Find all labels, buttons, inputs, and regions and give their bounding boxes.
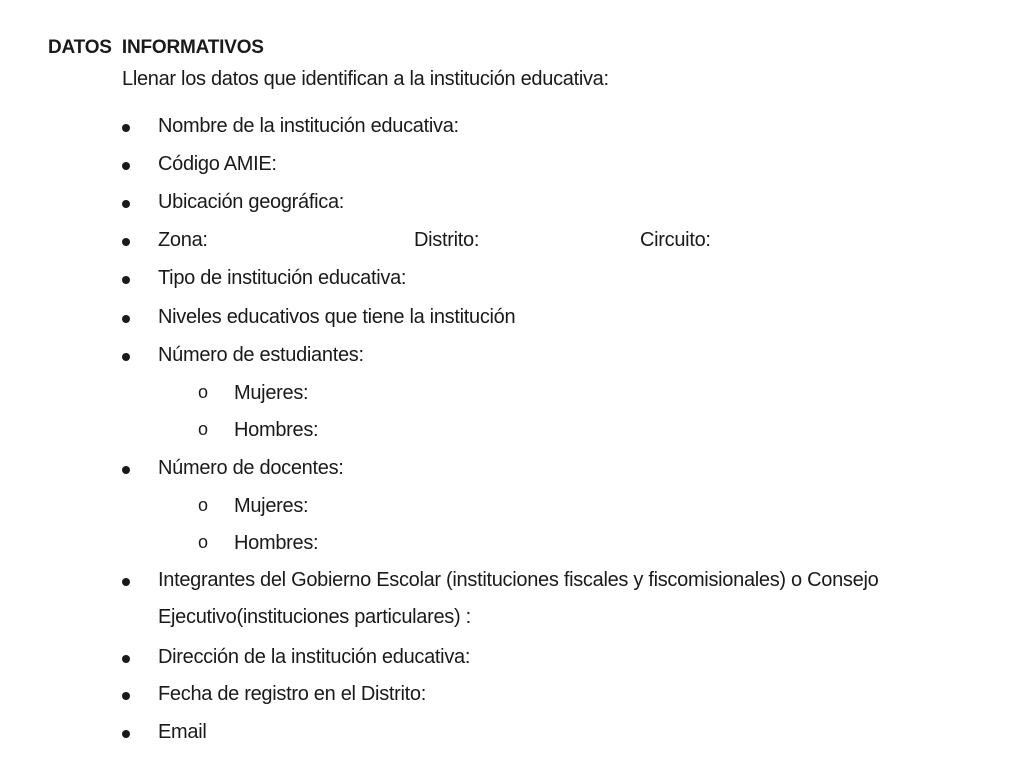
hollow-bullet-icon: o — [198, 495, 208, 515]
list-item-label: Integrantes del Gobierno Escolar (instituciones fiscales y fiscomisionales) o Consejo — [158, 569, 879, 591]
intro-text: Llenar los datos que identifican a la institución educativa: — [122, 68, 609, 90]
list-item-label: Email — [158, 721, 207, 743]
list-item-label: Número de docentes: — [158, 457, 344, 479]
list-item-label: Nombre de la institución educativa: — [158, 115, 459, 137]
sub-list-item-label: Mujeres: — [234, 382, 309, 404]
bullet-icon — [122, 730, 130, 738]
section-heading: DATOS INFORMATIVOS — [48, 37, 264, 58]
bullet-icon — [122, 162, 130, 170]
list-item-label: Fecha de registro en el Distrito: — [158, 683, 427, 705]
list-item-label: Tipo de institución educativa: — [158, 267, 407, 289]
bullet-icon — [122, 238, 130, 246]
list-item-continuation: Ejecutivo(instituciones particulares) : — [158, 606, 471, 628]
sub-list-item-label: Hombres: — [234, 419, 319, 441]
sub-list-item-label: Mujeres: — [234, 495, 309, 517]
list-item-label: Niveles educativos que tiene la institución — [158, 306, 516, 328]
sub-list-item-label: Hombres: — [234, 532, 319, 554]
bullet-icon — [122, 578, 130, 586]
bullet-icon — [122, 466, 130, 474]
bullet-icon — [122, 315, 130, 323]
list-item-label: Dirección de la institución educativa: — [158, 646, 471, 668]
list-item-label: Código AMIE: — [158, 153, 277, 175]
zona-label: Zona: — [158, 229, 208, 251]
circuito-label: Circuito: — [640, 229, 711, 251]
bullet-icon — [122, 124, 130, 132]
bullet-icon — [122, 353, 130, 361]
hollow-bullet-icon: o — [198, 419, 208, 439]
hollow-bullet-icon: o — [198, 532, 208, 552]
hollow-bullet-icon: o — [198, 382, 208, 402]
bullet-icon — [122, 276, 130, 284]
distrito-label: Distrito: — [414, 229, 480, 251]
list-item-label: Número de estudiantes: — [158, 344, 364, 366]
bullet-icon — [122, 692, 130, 700]
bullet-icon — [122, 655, 130, 663]
bullet-icon — [122, 200, 130, 208]
list-item-label: Ubicación geográfica: — [158, 191, 345, 213]
